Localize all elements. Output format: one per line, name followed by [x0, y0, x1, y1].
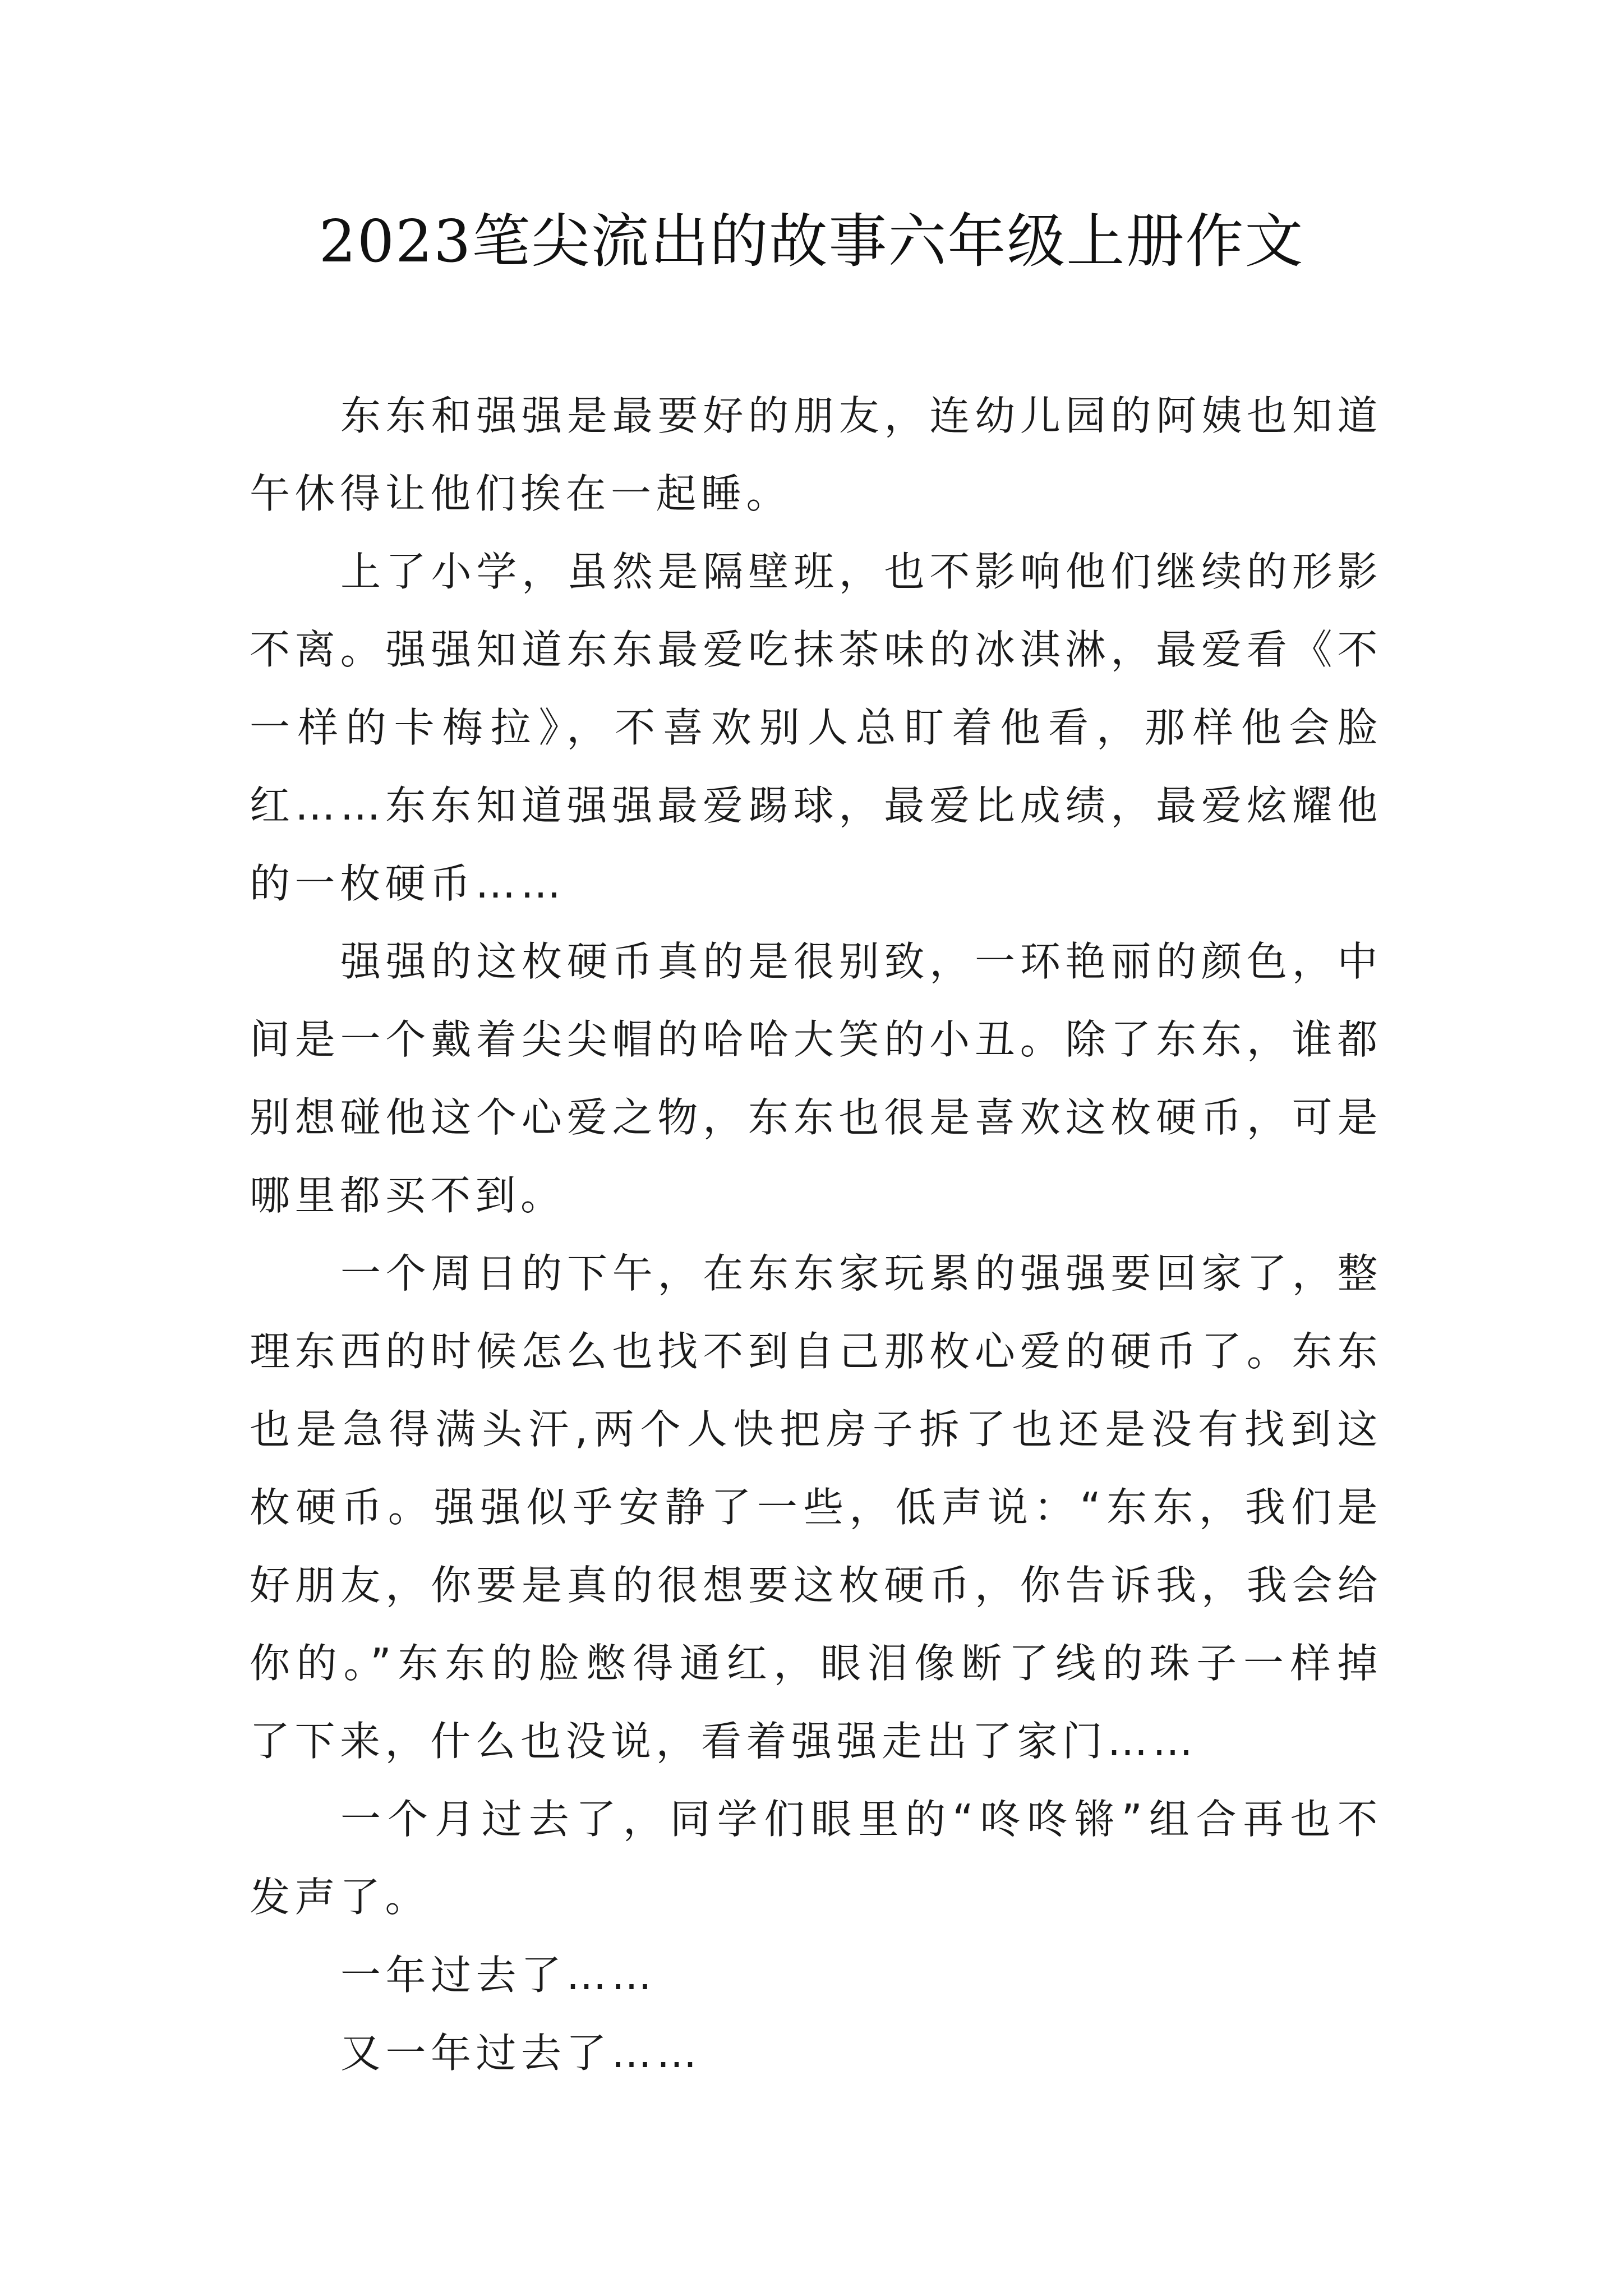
document-title: 2023笔尖流出的故事六年级上册作文: [319, 207, 1304, 275]
paragraph: 强强的这枚硬币真的是很别致，一环艳丽的颜色，中间是一个戴着尖尖帽的哈哈大笑的小丑。除了东东，谁都别想碰他这个心爱之物，东东也很是喜欢这枚硬币，可是哪里都买不到。: [250, 938, 1382, 1219]
document-body: [250, 377, 1382, 2092]
paragraph: 又一年过去了……: [340, 2030, 702, 2077]
paragraph: 一个月过去了，同学们眼里的“咚咚锵”组合再也不发声了。: [250, 1796, 1382, 1921]
paragraph: 上了小学，虽然是隔壁班，也不影响他们继续的形影不离。强强知道东东最爱吃抹茶味的冰淇淋，最爱看《不一样的卡梅拉》，不喜欢别人总盯着他看，那样他会脸红……东东知道强强最爱踢球，最爱比成绩，最爱炫耀他的一枚硬币……: [250, 548, 1382, 907]
paragraph: 东东和强强是最要好的朋友，连幼儿园的阿姨也知道午休得让他们挨在一起睡。: [250, 392, 1382, 517]
paragraph: 一年过去了……: [340, 1952, 657, 1999]
paragraph: 一个周日的下午，在东东家玩累的强强要回家了，整理东西的时候怎么也找不到自己那枚心爱的硬币了。东东也是急得满头汗,两个人快把房子拆了也还是没有找到这枚硬币。强强似乎安静了一些，低声说：“东东，我们是好朋友，你要是真的很想要这枚硬币，你告诉我，我会给你的。”东东的脸憋得通红，眼泪像断了线的珠子一样掉了下来，什么也没说，看着强强走出了家门……: [250, 1250, 1382, 1765]
